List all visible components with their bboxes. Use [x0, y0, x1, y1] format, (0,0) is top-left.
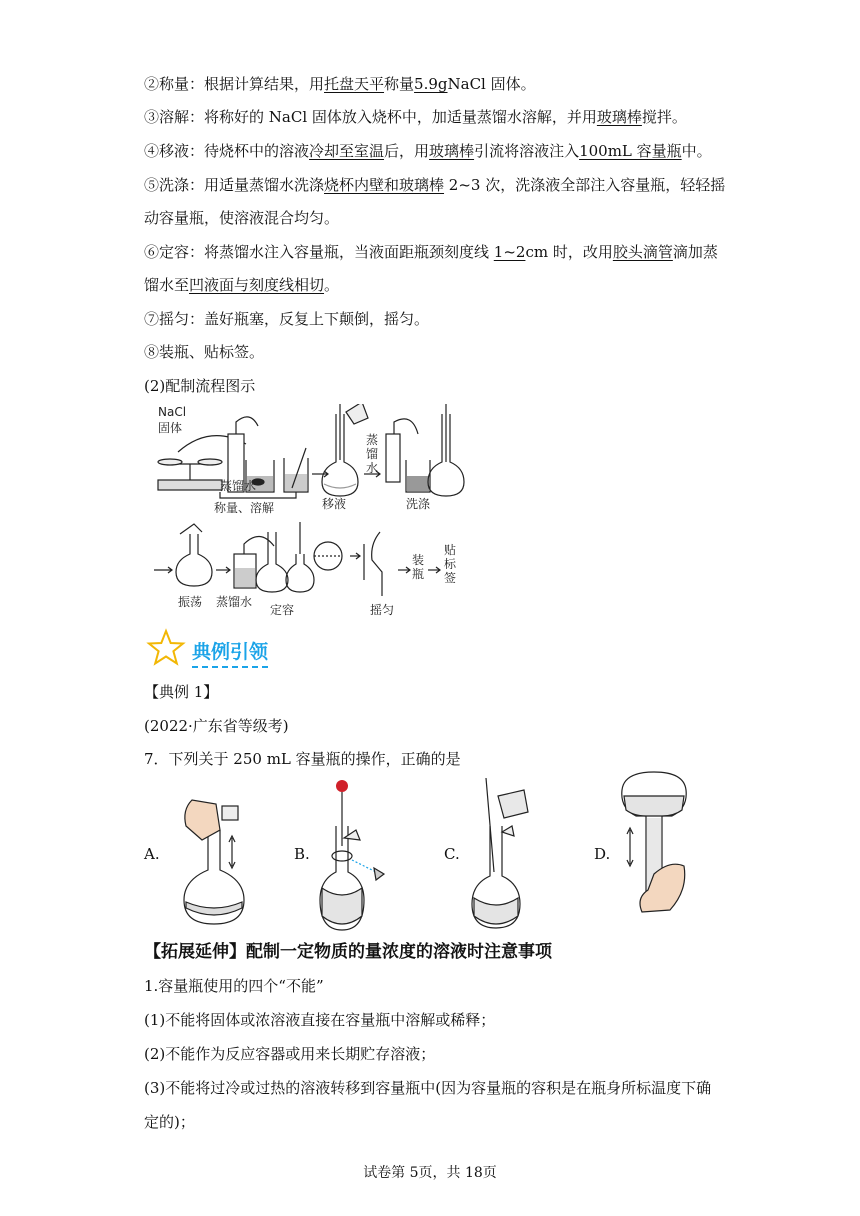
option-a-figure — [172, 790, 262, 930]
step-fix-volume: ⑥定容：将蒸馏水注入容量瓶，当液面距瓶颈刻度线 1~2cm 时，改用胶头滴管滴加蒸 — [144, 243, 718, 261]
note-item: (2)不能作为反应容器或用来长期贮存溶液； — [144, 1045, 436, 1063]
section-title: 典例引领 — [192, 637, 268, 668]
label-water1: 蒸馏水 — [220, 479, 257, 493]
label-label2: 标 — [444, 557, 457, 571]
label-water-v2: 馏 — [366, 447, 379, 461]
wash-icon — [386, 419, 430, 492]
label-bottle1: 装 — [412, 553, 425, 567]
option-b-figure — [318, 776, 408, 936]
question-text: 7．下列关于 250 mL 容量瓶的操作，正确的是 — [144, 750, 461, 768]
option-d-label: D. — [594, 845, 611, 863]
page-footer: 试卷第 5页，共 18页 — [363, 1165, 497, 1181]
label-water2: 蒸馏水 — [216, 595, 253, 609]
example-source: (2022·广东省等级考) — [144, 717, 289, 735]
label-mix: 摇匀 — [370, 603, 395, 617]
note-item: 1.容量瓶使用的四个“不能” — [144, 977, 324, 995]
label-transfer: 移液 — [322, 497, 347, 511]
shake-flask-icon — [176, 524, 212, 586]
option-b-label: B. — [294, 845, 310, 863]
step-bottle: ⑧装瓶、贴标签。 — [144, 343, 265, 361]
label-bottle2: 瓶 — [412, 567, 425, 581]
volumetric-flask-icon — [322, 404, 368, 496]
step-wash: ⑤洗涤：用适量蒸馏水洗涤烧杯内壁和玻璃棒 2~3 次，洗涤液全部注入容量瓶，轻轻摇 — [144, 176, 726, 194]
label-water-v3: 水 — [366, 461, 379, 475]
label-solid: 固体 — [158, 421, 183, 435]
label-label1: 贴 — [444, 543, 457, 557]
note-item: 定的)； — [144, 1113, 195, 1131]
invert-flask-icon — [364, 532, 382, 596]
label-water-v1: 蒸 — [366, 433, 379, 447]
step-fix-volume-cont: 馏水至凹液面与刻度线相切。 — [144, 276, 340, 294]
label-nacl: NaCl — [158, 405, 187, 419]
note-item: (1)不能将固体或浓溶液直接在容量瓶中溶解或稀释； — [144, 1011, 496, 1029]
option-d-figure — [614, 770, 714, 920]
label-fix: 定容 — [270, 603, 295, 617]
option-c-figure — [466, 776, 556, 936]
label-wash: 洗涤 — [406, 497, 431, 511]
star-icon — [146, 628, 186, 668]
preparation-flow-diagram — [150, 404, 470, 624]
flow-title: (2)配制流程图示 — [144, 377, 256, 395]
option-c-label: C. — [444, 845, 460, 863]
beaker-stir-icon — [284, 448, 308, 492]
volumetric-flask-icon-2 — [428, 404, 464, 496]
step-weigh: ②称量：根据计算结果，用托盘天平称量5.9gNaCl 固体。 — [144, 75, 536, 93]
step-wash-cont: 动容量瓶，使溶液混合均匀。 — [144, 209, 340, 227]
step-dissolve: ③溶解：将称好的 NaCl 固体放入烧杯中，加适量蒸馏水溶解，并用玻璃棒搅拌。 — [144, 108, 687, 126]
example-tag: 【典例 1】 — [144, 683, 219, 701]
note-item: (3)不能将过冷或过热的溶液转移到容量瓶中(因为容量瓶的容积是在瓶身所标温度下确 — [144, 1079, 712, 1097]
label-shake: 振荡 — [178, 595, 203, 609]
label-label3: 签 — [444, 571, 457, 585]
label-weigh-dissolve: 称量、溶解 — [214, 501, 275, 515]
option-a-label: A. — [144, 845, 160, 863]
flask-fill-icon — [256, 532, 288, 592]
dropper-flask-icon — [286, 522, 314, 592]
extension-title: 【拓展延伸】配制一定物质的量浓度的溶液时注意事项 — [144, 942, 552, 962]
step-mix: ⑦摇匀：盖好瓶塞，反复上下颠倒，摇匀。 — [144, 310, 430, 328]
step-transfer: ④移液：待烧杯中的溶液冷却至室温后，用玻璃棒引流将溶液注入100mL 容量瓶中。 — [144, 142, 712, 160]
